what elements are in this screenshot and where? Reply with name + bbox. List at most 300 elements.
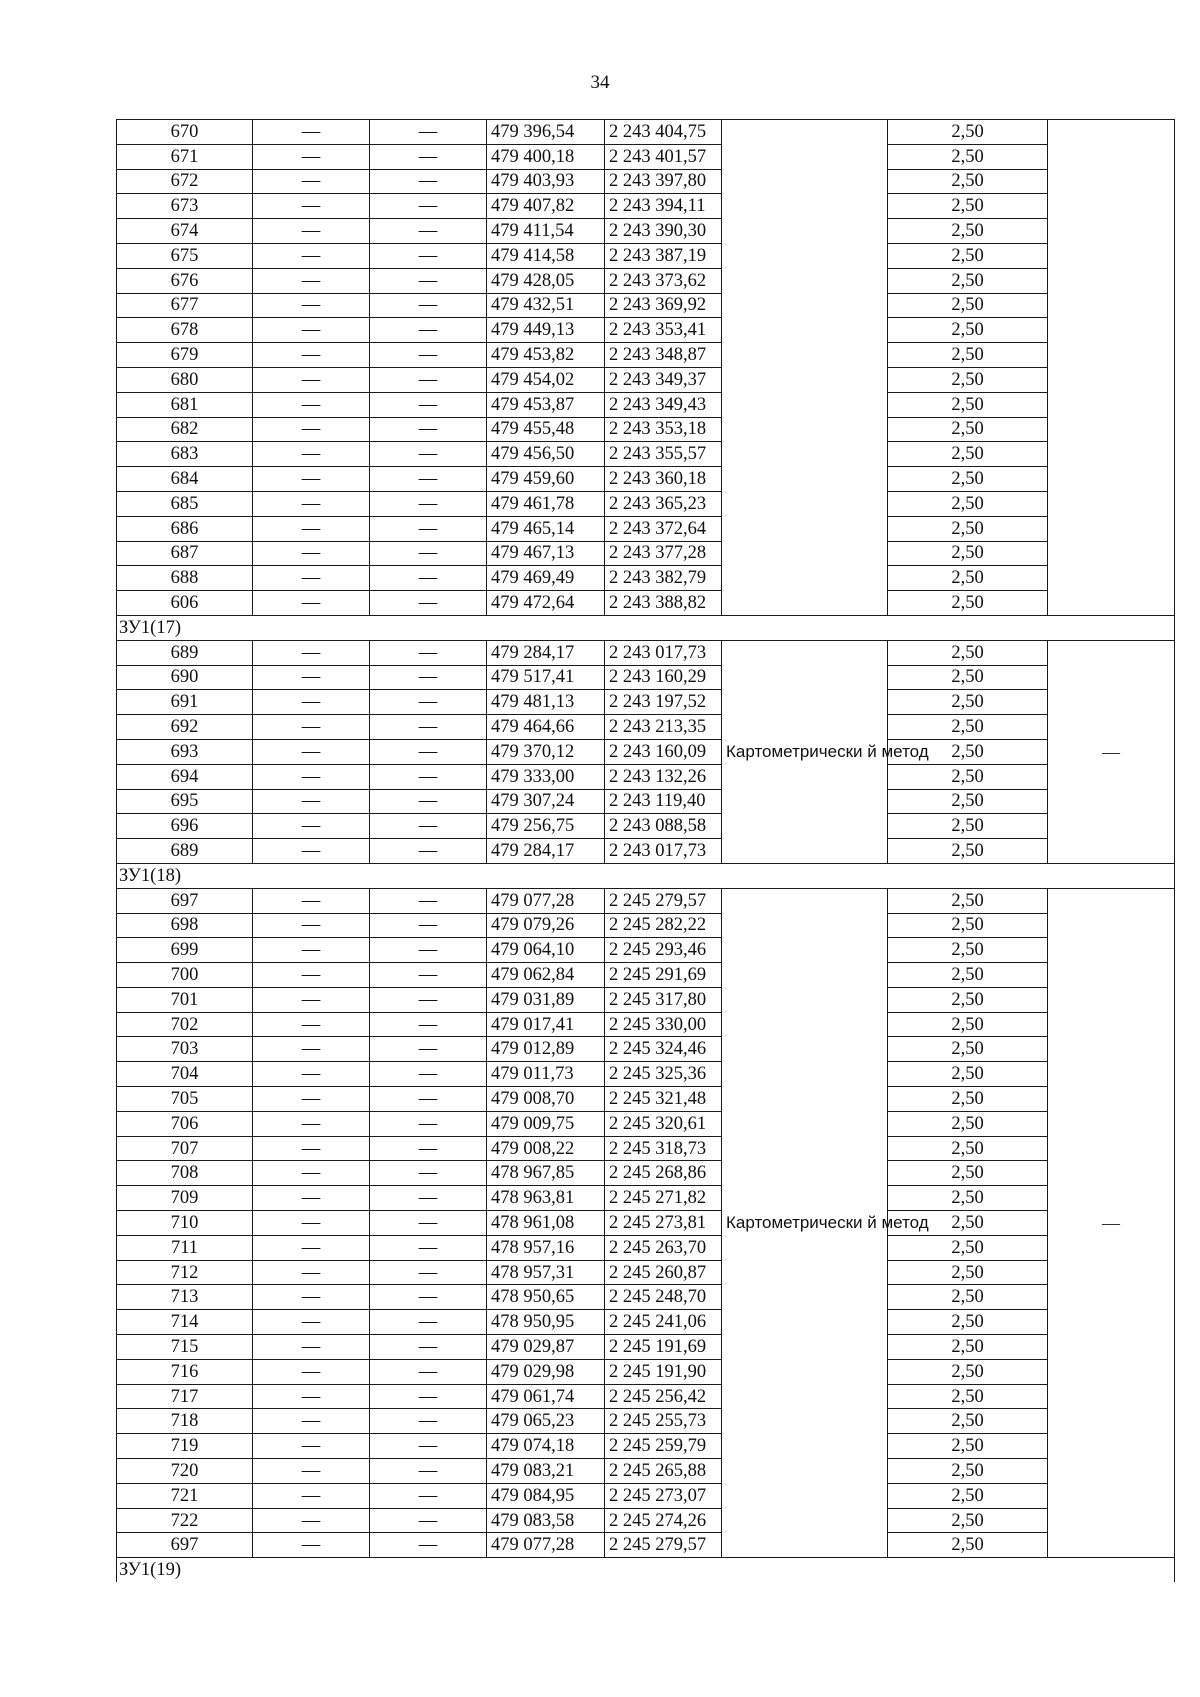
existing-x-cell: — <box>253 120 370 145</box>
new-x-cell: 479 396,54 <box>487 120 605 145</box>
table-row <box>117 789 1175 814</box>
existing-x-cell: — <box>253 1037 370 1062</box>
new-y-cell: 2 243 213,35 <box>605 715 722 740</box>
new-y-cell: 2 245 291,69 <box>605 963 722 988</box>
coordinates-table <box>116 119 1175 1582</box>
new-y-cell: 2 243 387,19 <box>605 243 722 268</box>
existing-y-cell: — <box>370 293 487 318</box>
new-y-cell: 2 243 353,41 <box>605 318 722 343</box>
table-row <box>117 343 1175 368</box>
new-x-cell: 479 011,73 <box>487 1062 605 1087</box>
point-number-cell: 688 <box>117 566 253 591</box>
table-row <box>117 293 1175 318</box>
note-cell: — <box>1048 888 1175 1558</box>
point-number-cell: 676 <box>117 268 253 293</box>
table-row <box>117 1111 1175 1136</box>
existing-x-cell: — <box>253 1483 370 1508</box>
table-row <box>117 1434 1175 1459</box>
existing-y-cell: — <box>370 1037 487 1062</box>
table-row <box>117 715 1175 740</box>
new-y-cell: 2 245 324,46 <box>605 1037 722 1062</box>
accuracy-cell: 2,50 <box>888 888 1048 913</box>
table-row <box>117 516 1175 541</box>
existing-x-cell: — <box>253 566 370 591</box>
accuracy-cell: 2,50 <box>888 987 1048 1012</box>
new-x-cell: 479 461,78 <box>487 491 605 516</box>
new-y-cell: 2 245 191,90 <box>605 1359 722 1384</box>
existing-y-cell: — <box>370 1087 487 1112</box>
existing-x-cell: — <box>253 1508 370 1533</box>
point-number-cell: 682 <box>117 417 253 442</box>
point-number-cell: 717 <box>117 1384 253 1409</box>
existing-y-cell: — <box>370 367 487 392</box>
new-y-cell: 2 245 260,87 <box>605 1260 722 1285</box>
new-x-cell: 479 017,41 <box>487 1012 605 1037</box>
existing-x-cell: — <box>253 1409 370 1434</box>
table-row <box>117 1285 1175 1310</box>
point-number-cell: 704 <box>117 1062 253 1087</box>
accuracy-cell: 2,50 <box>888 1508 1048 1533</box>
accuracy-cell: 2,50 <box>888 789 1048 814</box>
point-number-cell: 693 <box>117 739 253 764</box>
existing-x-cell: — <box>253 169 370 194</box>
new-y-cell: 2 243 017,73 <box>605 640 722 665</box>
accuracy-cell: 2,50 <box>888 591 1048 616</box>
table-row <box>117 1161 1175 1186</box>
point-number-cell: 702 <box>117 1012 253 1037</box>
point-number-cell: 695 <box>117 789 253 814</box>
point-number-cell: 721 <box>117 1483 253 1508</box>
point-number-cell: 675 <box>117 243 253 268</box>
new-y-cell: 2 243 401,57 <box>605 144 722 169</box>
new-x-cell: 479 064,10 <box>487 938 605 963</box>
table-row <box>117 467 1175 492</box>
existing-y-cell: — <box>370 1384 487 1409</box>
new-y-cell: 2 245 279,57 <box>605 1533 722 1558</box>
point-number-cell: 719 <box>117 1434 253 1459</box>
new-x-cell: 478 957,31 <box>487 1260 605 1285</box>
existing-y-cell: — <box>370 987 487 1012</box>
new-x-cell: 479 449,13 <box>487 318 605 343</box>
new-y-cell: 2 243 349,43 <box>605 392 722 417</box>
new-x-cell: 479 077,28 <box>487 888 605 913</box>
new-x-cell: 479 079,26 <box>487 913 605 938</box>
new-x-cell: 479 065,23 <box>487 1409 605 1434</box>
new-x-cell: 479 333,00 <box>487 764 605 789</box>
existing-x-cell: — <box>253 318 370 343</box>
existing-y-cell: — <box>370 1161 487 1186</box>
new-x-cell: 479 009,75 <box>487 1111 605 1136</box>
new-y-cell: 2 245 282,22 <box>605 913 722 938</box>
accuracy-cell: 2,50 <box>888 913 1048 938</box>
existing-y-cell: — <box>370 1409 487 1434</box>
existing-y-cell: — <box>370 268 487 293</box>
new-x-cell: 479 284,17 <box>487 640 605 665</box>
existing-y-cell: — <box>370 913 487 938</box>
table-row <box>117 1459 1175 1484</box>
new-x-cell: 479 481,13 <box>487 690 605 715</box>
new-y-cell: 2 243 132,26 <box>605 764 722 789</box>
existing-y-cell: — <box>370 1012 487 1037</box>
existing-y-cell: — <box>370 1359 487 1384</box>
table-row <box>117 1260 1175 1285</box>
new-y-cell: 2 245 268,86 <box>605 1161 722 1186</box>
table-row <box>117 367 1175 392</box>
existing-y-cell: — <box>370 739 487 764</box>
accuracy-cell: 2,50 <box>888 541 1048 566</box>
existing-y-cell: — <box>370 1434 487 1459</box>
new-x-cell: 479 403,93 <box>487 169 605 194</box>
existing-y-cell: — <box>370 1310 487 1335</box>
method-cell: Картометрически й метод <box>722 888 888 1558</box>
accuracy-cell: 2,50 <box>888 764 1048 789</box>
accuracy-cell: 2,50 <box>888 343 1048 368</box>
new-x-cell: 479 008,70 <box>487 1087 605 1112</box>
new-x-cell: 479 307,24 <box>487 789 605 814</box>
accuracy-cell: 2,50 <box>888 1260 1048 1285</box>
table-row <box>117 442 1175 467</box>
new-y-cell: 2 243 353,18 <box>605 417 722 442</box>
point-number-cell: 708 <box>117 1161 253 1186</box>
existing-y-cell: — <box>370 491 487 516</box>
existing-y-cell: — <box>370 343 487 368</box>
accuracy-cell: 2,50 <box>888 814 1048 839</box>
table-row <box>117 665 1175 690</box>
new-y-cell: 2 245 191,69 <box>605 1335 722 1360</box>
point-number-cell: 722 <box>117 1508 253 1533</box>
point-number-cell: 689 <box>117 839 253 864</box>
accuracy-cell: 2,50 <box>888 1359 1048 1384</box>
existing-y-cell: — <box>370 169 487 194</box>
existing-y-cell: — <box>370 243 487 268</box>
existing-x-cell: — <box>253 640 370 665</box>
accuracy-cell: 2,50 <box>888 566 1048 591</box>
existing-y-cell: — <box>370 144 487 169</box>
accuracy-cell: 2,50 <box>888 1087 1048 1112</box>
point-number-cell: 714 <box>117 1310 253 1335</box>
existing-y-cell: — <box>370 888 487 913</box>
new-y-cell: 2 243 382,79 <box>605 566 722 591</box>
new-y-cell: 2 245 293,46 <box>605 938 722 963</box>
table-row <box>117 1409 1175 1434</box>
existing-x-cell: — <box>253 1384 370 1409</box>
existing-y-cell: — <box>370 1211 487 1236</box>
existing-x-cell: — <box>253 367 370 392</box>
existing-y-cell: — <box>370 1111 487 1136</box>
table-row <box>117 194 1175 219</box>
section-label: ЗУ1(17) <box>117 615 1175 640</box>
point-number-cell: 694 <box>117 764 253 789</box>
existing-x-cell: — <box>253 739 370 764</box>
point-number-cell: 711 <box>117 1235 253 1260</box>
existing-x-cell: — <box>253 442 370 467</box>
new-x-cell: 479 467,13 <box>487 541 605 566</box>
table-row <box>117 541 1175 566</box>
existing-x-cell: — <box>253 1211 370 1236</box>
existing-y-cell: — <box>370 541 487 566</box>
table-row <box>117 963 1175 988</box>
new-y-cell: 2 243 017,73 <box>605 839 722 864</box>
table-row <box>117 1087 1175 1112</box>
point-number-cell: 681 <box>117 392 253 417</box>
new-y-cell: 2 245 248,70 <box>605 1285 722 1310</box>
point-number-cell: 698 <box>117 913 253 938</box>
point-number-cell: 671 <box>117 144 253 169</box>
existing-y-cell: — <box>370 640 487 665</box>
accuracy-cell: 2,50 <box>888 417 1048 442</box>
existing-y-cell: — <box>370 1508 487 1533</box>
new-x-cell: 479 453,82 <box>487 343 605 368</box>
existing-y-cell: — <box>370 1483 487 1508</box>
accuracy-cell: 2,50 <box>888 739 1048 764</box>
existing-x-cell: — <box>253 293 370 318</box>
new-y-cell: 2 245 273,81 <box>605 1211 722 1236</box>
accuracy-cell: 2,50 <box>888 839 1048 864</box>
new-y-cell: 2 245 321,48 <box>605 1087 722 1112</box>
new-x-cell: 479 083,58 <box>487 1508 605 1533</box>
new-y-cell: 2 245 263,70 <box>605 1235 722 1260</box>
coordinates-table-body <box>117 120 1175 1583</box>
accuracy-cell: 2,50 <box>888 1211 1048 1236</box>
table-row <box>117 120 1175 145</box>
accuracy-cell: 2,50 <box>888 938 1048 963</box>
table-row <box>117 987 1175 1012</box>
existing-x-cell: — <box>253 1111 370 1136</box>
existing-x-cell: — <box>253 1161 370 1186</box>
table-row <box>117 1508 1175 1533</box>
new-y-cell: 2 243 372,64 <box>605 516 722 541</box>
existing-x-cell: — <box>253 417 370 442</box>
existing-x-cell: — <box>253 1062 370 1087</box>
new-x-cell: 479 464,66 <box>487 715 605 740</box>
point-number-cell: 685 <box>117 491 253 516</box>
table-row <box>117 1235 1175 1260</box>
new-y-cell: 2 245 325,36 <box>605 1062 722 1087</box>
section-header-row <box>117 1558 1175 1582</box>
accuracy-cell: 2,50 <box>888 1310 1048 1335</box>
existing-y-cell: — <box>370 1260 487 1285</box>
accuracy-cell: 2,50 <box>888 1409 1048 1434</box>
point-number-cell: 701 <box>117 987 253 1012</box>
point-number-cell: 680 <box>117 367 253 392</box>
accuracy-cell: 2,50 <box>888 1533 1048 1558</box>
accuracy-cell: 2,50 <box>888 1012 1048 1037</box>
new-y-cell: 2 243 160,29 <box>605 665 722 690</box>
existing-x-cell: — <box>253 1359 370 1384</box>
table-row <box>117 169 1175 194</box>
existing-y-cell: — <box>370 417 487 442</box>
existing-x-cell: — <box>253 1335 370 1360</box>
table-row <box>117 690 1175 715</box>
point-number-cell: 673 <box>117 194 253 219</box>
new-x-cell: 479 074,18 <box>487 1434 605 1459</box>
new-x-cell: 479 411,54 <box>487 219 605 244</box>
existing-y-cell: — <box>370 839 487 864</box>
new-y-cell: 2 243 394,11 <box>605 194 722 219</box>
point-number-cell: 687 <box>117 541 253 566</box>
point-number-cell: 690 <box>117 665 253 690</box>
point-number-cell: 670 <box>117 120 253 145</box>
existing-x-cell: — <box>253 665 370 690</box>
table-row <box>117 938 1175 963</box>
accuracy-cell: 2,50 <box>888 268 1048 293</box>
existing-x-cell: — <box>253 814 370 839</box>
existing-y-cell: — <box>370 219 487 244</box>
existing-x-cell: — <box>253 144 370 169</box>
new-y-cell: 2 245 330,00 <box>605 1012 722 1037</box>
accuracy-cell: 2,50 <box>888 1384 1048 1409</box>
point-number-cell: 707 <box>117 1136 253 1161</box>
point-number-cell: 672 <box>117 169 253 194</box>
point-number-cell: 709 <box>117 1186 253 1211</box>
new-x-cell: 479 456,50 <box>487 442 605 467</box>
new-y-cell: 2 243 404,75 <box>605 120 722 145</box>
new-x-cell: 478 950,65 <box>487 1285 605 1310</box>
table-row <box>117 491 1175 516</box>
point-number-cell: 710 <box>117 1211 253 1236</box>
point-number-cell: 689 <box>117 640 253 665</box>
accuracy-cell: 2,50 <box>888 243 1048 268</box>
point-number-cell: 692 <box>117 715 253 740</box>
table-row <box>117 1384 1175 1409</box>
new-y-cell: 2 243 377,28 <box>605 541 722 566</box>
table-row <box>117 1335 1175 1360</box>
new-x-cell: 479 031,89 <box>487 987 605 1012</box>
table-row <box>117 814 1175 839</box>
existing-y-cell: — <box>370 764 487 789</box>
accuracy-cell: 2,50 <box>888 1136 1048 1161</box>
new-x-cell: 479 472,64 <box>487 591 605 616</box>
accuracy-cell: 2,50 <box>888 1285 1048 1310</box>
accuracy-cell: 2,50 <box>888 1335 1048 1360</box>
new-x-cell: 479 256,75 <box>487 814 605 839</box>
point-number-cell: 677 <box>117 293 253 318</box>
point-number-cell: 699 <box>117 938 253 963</box>
accuracy-cell: 2,50 <box>888 318 1048 343</box>
table-row <box>117 1012 1175 1037</box>
table-row <box>117 1483 1175 1508</box>
new-x-cell: 479 029,87 <box>487 1335 605 1360</box>
table-row <box>117 764 1175 789</box>
new-x-cell: 478 963,81 <box>487 1186 605 1211</box>
existing-x-cell: — <box>253 1285 370 1310</box>
new-x-cell: 479 284,17 <box>487 839 605 864</box>
new-x-cell: 479 414,58 <box>487 243 605 268</box>
accuracy-cell: 2,50 <box>888 665 1048 690</box>
existing-x-cell: — <box>253 789 370 814</box>
accuracy-cell: 2,50 <box>888 1235 1048 1260</box>
new-x-cell: 479 469,49 <box>487 566 605 591</box>
table-row <box>117 268 1175 293</box>
section-label: ЗУ1(18) <box>117 863 1175 888</box>
section-label: ЗУ1(19) <box>117 1558 1175 1582</box>
accuracy-cell: 2,50 <box>888 1483 1048 1508</box>
new-x-cell: 479 084,95 <box>487 1483 605 1508</box>
new-x-cell: 478 961,08 <box>487 1211 605 1236</box>
new-y-cell: 2 245 273,07 <box>605 1483 722 1508</box>
existing-x-cell: — <box>253 467 370 492</box>
existing-y-cell: — <box>370 1335 487 1360</box>
point-number-cell: 706 <box>117 1111 253 1136</box>
accuracy-cell: 2,50 <box>888 1161 1048 1186</box>
table-row <box>117 243 1175 268</box>
existing-y-cell: — <box>370 789 487 814</box>
table-row <box>117 1211 1175 1236</box>
existing-x-cell: — <box>253 343 370 368</box>
table-row <box>117 417 1175 442</box>
table-row <box>117 566 1175 591</box>
new-x-cell: 479 008,22 <box>487 1136 605 1161</box>
new-x-cell: 479 453,87 <box>487 392 605 417</box>
existing-y-cell: — <box>370 516 487 541</box>
existing-x-cell: — <box>253 268 370 293</box>
existing-y-cell: — <box>370 1459 487 1484</box>
new-x-cell: 479 465,14 <box>487 516 605 541</box>
new-x-cell: 479 428,05 <box>487 268 605 293</box>
existing-x-cell: — <box>253 1136 370 1161</box>
new-y-cell: 2 243 349,37 <box>605 367 722 392</box>
existing-y-cell: — <box>370 1062 487 1087</box>
existing-y-cell: — <box>370 938 487 963</box>
existing-x-cell: — <box>253 392 370 417</box>
table-row <box>117 1186 1175 1211</box>
accuracy-cell: 2,50 <box>888 442 1048 467</box>
page-number: 34 <box>590 72 610 93</box>
accuracy-cell: 2,50 <box>888 1459 1048 1484</box>
table-row <box>117 219 1175 244</box>
new-y-cell: 2 243 397,80 <box>605 169 722 194</box>
new-x-cell: 479 459,60 <box>487 467 605 492</box>
table-row <box>117 739 1175 764</box>
table-row <box>117 392 1175 417</box>
existing-y-cell: — <box>370 194 487 219</box>
point-number-cell: 703 <box>117 1037 253 1062</box>
existing-x-cell: — <box>253 541 370 566</box>
accuracy-cell: 2,50 <box>888 640 1048 665</box>
point-number-cell: 720 <box>117 1459 253 1484</box>
new-y-cell: 2 243 355,57 <box>605 442 722 467</box>
method-cell: Картометрически й метод <box>722 640 888 863</box>
table-row <box>117 591 1175 616</box>
new-y-cell: 2 245 256,42 <box>605 1384 722 1409</box>
point-number-cell: 697 <box>117 1533 253 1558</box>
new-y-cell: 2 245 279,57 <box>605 888 722 913</box>
point-number-cell: 718 <box>117 1409 253 1434</box>
new-y-cell: 2 243 088,58 <box>605 814 722 839</box>
existing-y-cell: — <box>370 591 487 616</box>
section-header-row <box>117 863 1175 888</box>
existing-y-cell: — <box>370 1285 487 1310</box>
new-x-cell: 479 432,51 <box>487 293 605 318</box>
new-x-cell: 479 400,18 <box>487 144 605 169</box>
existing-y-cell: — <box>370 1136 487 1161</box>
existing-x-cell: — <box>253 938 370 963</box>
new-y-cell: 2 243 197,52 <box>605 690 722 715</box>
new-y-cell: 2 243 390,30 <box>605 219 722 244</box>
existing-y-cell: — <box>370 120 487 145</box>
new-x-cell: 479 061,74 <box>487 1384 605 1409</box>
accuracy-cell: 2,50 <box>888 1111 1048 1136</box>
existing-y-cell: — <box>370 690 487 715</box>
new-y-cell: 2 245 255,73 <box>605 1409 722 1434</box>
table-row <box>117 1062 1175 1087</box>
table-row <box>117 1037 1175 1062</box>
existing-x-cell: — <box>253 516 370 541</box>
existing-x-cell: — <box>253 591 370 616</box>
point-number-cell: 705 <box>117 1087 253 1112</box>
point-number-cell: 716 <box>117 1359 253 1384</box>
accuracy-cell: 2,50 <box>888 367 1048 392</box>
